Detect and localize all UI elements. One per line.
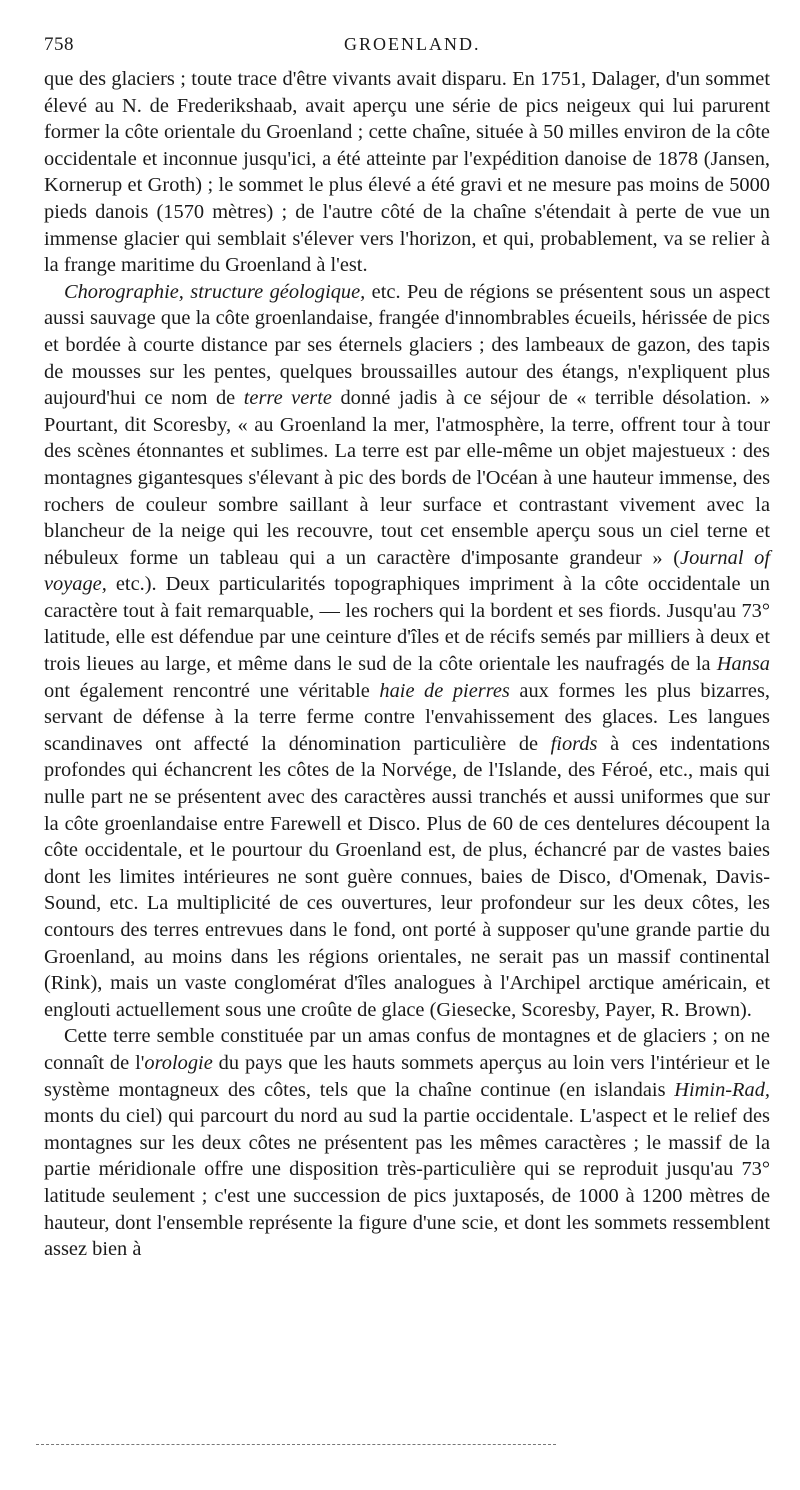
text-run: du pays que les hauts sommets aperçus au loin vers l'intérieur et le système montagneux des côtes, tels que la chaîne continue (en islandais xyxy=(44,1051,770,1101)
italic-text: Hansa xyxy=(716,653,770,676)
text-run: donné jadis à ce séjour de « terrible désolation. » Pourtant, dit Scoresby, « au Groenland la mer, l'atmosphère, la terre, offrent tour à tour des scènes étonnantes et sublimes. La terre est par elle-même un objet majestueux : des montagnes gigantesques s'élevant à pic des bords de l'Océan à une hauteur immense, des rochers de couleur sombre saillant à leur surface et contrastant vivement avec la blancheur de la neige qui les recouvre, tout cet ensemble aperçu sous un ciel terne et nébuleux forme un tableau qui a un caractère d'imposante grandeur » ( xyxy=(44,387,770,569)
italic-text: fiords xyxy=(550,732,598,755)
paragraph xyxy=(44,1023,770,1262)
italic-text: Himin-Rad, xyxy=(674,1078,770,1101)
paragraph xyxy=(44,66,770,279)
italic-text: Chorographie, structure géologique, xyxy=(64,280,366,303)
text-run: monts du ciel) qui parcourt du nord au sud la partie occidentale. L'aspect et le relief des montagnes sur les deux côtes ne présentent pas les mêmes caractères ; le massif de la partie méridionale offre une disposition très-particulière qui se reproduit jusqu'au 73° latitude seulement ; c'est une succession de pics juxtaposés, de 1000 à 1200 mètres de hauteur, dont l'ensemble représente la figure d'une scie, et dont les sommets ressemblent assez bien à xyxy=(44,1105,770,1261)
text-run: Cette terre semble constituée par un amas confus de montagnes et de glaciers ; on ne connaît de l' xyxy=(44,1025,770,1074)
footer-rule xyxy=(36,1444,556,1445)
paragraph xyxy=(44,279,770,1024)
running-title: GROENLAND. xyxy=(344,34,481,54)
text-run: aux formes les plus bizarres, servant de défense à la terre ferme contre l'envahissement des glaces. Les langues scandinaves ont affecté la dénomination particulière de xyxy=(44,679,770,755)
italic-text: orologie xyxy=(144,1051,213,1074)
text-run: ont également rencontré une véritable xyxy=(44,679,380,702)
text-run: etc.). Deux particularités topographiques impriment à la côte occidentale un caractère tout à fait remarquable, — les rochers qui la bordent et ses fiords. Jusqu'au 73° latitude, elle est défendue par une ceinture d'îles et de récifs semés par milliers à deux et trois lieues au large, et même dans le sud de la côte orientale les naufragés de la xyxy=(44,573,770,676)
text-run: que des glaciers ; toute trace d'être vivants avait disparu. En 1751, Dalager, d'un sommet élevé au N. de Frederikshaab, avait aperçu une série de pics neigeux qui lui parurent former la côte orientale du Groenland ; cette chaîne, située à 50 milles environ de la côte occidentale et inconnue jusqu'ici, a été atteinte par l'expédition danoise de 1878 (Jansen, Kornerup et Groth) ; le sommet le plus élevé a été gravi et ne mesure pas moins de 5000 pieds danois (1570 mètres) ; de l'autre côté de la chaîne s'étendait à perte de vue un immense glacier qui semblait s'élever vers l'horizon, et qui, probablement, va se relier à la frange maritime du Groenland à l'est. xyxy=(44,68,770,277)
page-number: 758 xyxy=(44,34,74,55)
body-text xyxy=(44,66,770,1263)
italic-text: terre verte xyxy=(243,387,332,410)
text-run: à ces indentations profondes qui échancrent les côtes de la Norvége, de l'Islande, des Féroé, etc., mais qui nulle part ne se présentent avec des caractères aussi tranchés et aussi uniformes que sur la côte groenlandaise entre Farewell et Disco. Plus de 60 de ces dentelures découpent la côte occidentale, et le pourtour du Groenland est, de plus, échancré par de vastes baies dont les limites intérieures ne sont guère connues, baies de Disco, d'Omenak, Davis-Sound, etc. La multiplicité de ces ouvertures, leur profondeur sur les deux côtes, les contours des terres entrevues dans le fond, ont porté à supposer qu'une grande partie du Groenland, au moins dans les régions orientales, ne serait pas un massif continental (Rink), mais un vaste conglomérat d'îles analogues à l'Archipel arctique américain, et englouti actuellement sous une croûte de glace (Giesecke, Scoresby, Payer, R. Brown). xyxy=(44,732,770,1021)
page-header xyxy=(44,34,770,60)
text-run: etc. Peu de régions se présentent sous un aspect aussi sauvage que la côte groenlandaise, frangée d'innombrables écueils, hérissée de pics et bordée à courte distance par ses éternels glaciers ; des lambeaux de gazon, des tapis de mousses sur les pentes, quelques broussailles autour des étangs, n'expliquent plus aujourd'hui ce nom de xyxy=(44,280,770,410)
italic-text: haie de pierres xyxy=(379,679,510,702)
italic-text: Journal of voyage, xyxy=(44,546,770,596)
